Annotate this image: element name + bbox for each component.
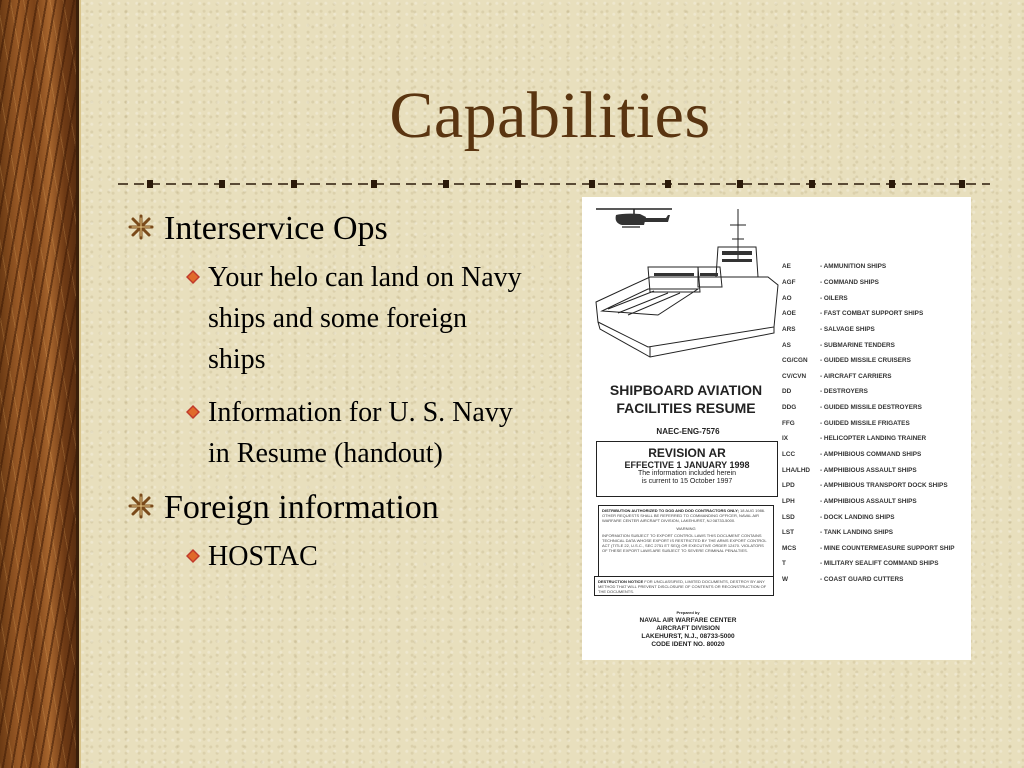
revision-label: REVISION AR [648, 446, 726, 460]
ship-code-desc: - SALVAGE SHIPS [820, 325, 875, 333]
ship-code-abbr: LCC [782, 451, 796, 458]
ship-code-desc: - GUIDED MISSILE CRUISERS [820, 357, 911, 365]
starburst-bullet-icon [128, 493, 154, 519]
ship-code-abbr: ARS [782, 325, 796, 333]
ship-code-row [782, 431, 971, 447]
ship-code-abbr: AOE [782, 310, 796, 318]
ship-code-desc: - GUIDED MISSILE DESTROYERS [820, 404, 922, 412]
ship-code-desc: - AMMUNITION SHIPS [820, 263, 887, 271]
destruction-heading: DESTRUCTION NOTICE [598, 579, 644, 584]
ship-code-desc: - AMPHIBIOUS COMMAND SHIPS [820, 451, 922, 458]
decorative-rule [118, 177, 990, 191]
ship-code-row [782, 462, 971, 478]
ship-code-row [782, 447, 971, 463]
ship-code-row [782, 290, 971, 306]
document-title [600, 381, 772, 417]
ship-illustration [588, 207, 782, 377]
ship-code-abbr: LST [782, 529, 795, 537]
ship-code-row [782, 415, 971, 431]
prepared-by-line: AIRCRAFT DIVISION [656, 625, 720, 632]
ship-code-abbr: LSD [782, 513, 795, 521]
sub-bullet-text: Your helo can land on Navy ships and some foreign ships [208, 262, 522, 375]
sidebar-shine [79, 0, 81, 768]
ship-code-row [782, 541, 971, 557]
ship-code-row [782, 259, 971, 275]
sub-bullet-list [128, 536, 568, 577]
distribution-heading: DISTRIBUTION AUTHORIZED TO DOD AND DOD CONTRACTORS ONLY; [602, 508, 739, 513]
sub-bullet-resume [186, 392, 526, 474]
prepared-by-line: NAVAL AIR WARFARE CENTER [639, 617, 737, 624]
ship-code-row [782, 322, 971, 338]
ship-code-desc: - OILERS [820, 294, 848, 302]
revision-note-line: The information included herein [637, 470, 737, 477]
ship-code-abbr: CV/CVN [782, 372, 807, 380]
prepared-by-label: Prepared by [676, 610, 700, 615]
ship-code-desc: - FAST COMBAT SUPPORT SHIPS [820, 310, 924, 318]
ship-code-list [782, 259, 971, 587]
ship-code-abbr: AE [782, 263, 791, 271]
ship-code-abbr: AS [782, 341, 791, 349]
sub-bullet-helo [186, 257, 526, 380]
revision-box [596, 441, 778, 497]
ship-code-desc: - MINE COUNTERMEASURE SUPPORT SHIP [820, 544, 955, 552]
sub-bullet-hostac [186, 536, 526, 577]
ship-code-desc: - COAST GUARD CUTTERS [820, 576, 904, 584]
ship-code-abbr: AO [782, 294, 792, 302]
ship-code-abbr: DD [782, 388, 792, 396]
diamond-bullet-icon [186, 270, 200, 284]
document-code: NAEC-ENG-7576 [656, 427, 720, 436]
warning-heading: WARNING [676, 526, 696, 531]
ship-code-row [782, 494, 971, 510]
ship-code-row [782, 572, 971, 588]
ship-code-desc: - HELICOPTER LANDING TRAINER [820, 435, 927, 443]
sub-bullet-text: Information for U. S. Navy in Resume (handout) [208, 397, 513, 469]
ship-code-row [782, 384, 971, 400]
ship-code-row [782, 337, 971, 353]
ship-code-abbr: T [782, 560, 786, 568]
ship-code-desc: - SUBMARINE TENDERS [820, 341, 895, 349]
ship-code-desc: - MILITARY SEALIFT COMMAND SHIPS [820, 560, 939, 568]
prepared-by-block [602, 609, 774, 649]
ship-code-abbr: MCS [782, 544, 797, 552]
slide-title: Capabilities [389, 79, 711, 152]
destruction-text: FOR UNCLASSIFIED, LIMITED DOCUMENTS, DESTROY BY ANY METHOD THAT WILL PREVENT DISCLOSURE OF CONTENTS OR RECONSTRUCTION OF THE DOCUMENTS. [598, 579, 767, 594]
ship-code-desc: - DESTROYERS [820, 388, 868, 396]
ship-code-desc: - AMPHIBIOUS TRANSPORT DOCK SHIPS [820, 482, 948, 490]
ship-code-row [782, 353, 971, 369]
ship-code-abbr: LPH [782, 497, 795, 505]
effective-date: EFFECTIVE 1 JANUARY 1998 [624, 460, 750, 470]
bullet-interservice [128, 207, 568, 474]
ship-code-desc: - GUIDED MISSILE FRIGATES [820, 419, 910, 427]
diamond-bullet-icon [186, 549, 200, 563]
ship-code-abbr: CG/CGN [782, 357, 808, 365]
ship-code-abbr: FFG [782, 419, 795, 427]
ship-code-row [782, 400, 971, 416]
ship-code-row [782, 556, 971, 572]
wood-sidebar [0, 0, 76, 768]
ship-code-row [782, 368, 971, 384]
destruction-notice [595, 577, 773, 596]
ship-code-desc: - AMPHIBIOUS ASSAULT SHIPS [820, 466, 917, 474]
ship-code-abbr: W [782, 576, 789, 584]
ship-code-abbr: DDG [782, 404, 797, 412]
ship-code-desc: - TANK LANDING SHIPS [820, 529, 894, 537]
sub-bullet-text: HOSTAC [208, 541, 318, 572]
destruction-notice-box [594, 576, 774, 596]
ship-code-row [782, 306, 971, 322]
diamond-bullet-icon [186, 405, 200, 419]
ship-code-row [782, 275, 971, 291]
bullet-text: Interservice Ops [164, 210, 388, 247]
ship-code-abbr: AGF [782, 278, 796, 286]
distribution-text: 18 AUG 1986. OTHER REQUESTS SHALL BE REFERRED TO COMMANDING OFFICER, NAVAL AIR WARFARE CENTER AIRCRAFT DIVISION, LAKEHURST, NJ 08733-5000. [602, 508, 766, 523]
resume-document-image [582, 197, 971, 660]
sub-bullet-list [128, 257, 568, 474]
ship-code-row [782, 478, 971, 494]
prepared-by-line: LAKEHURST, N.J., 08733-5000 [641, 633, 735, 640]
bullet-text: Foreign information [164, 489, 439, 526]
ship-code-desc: - AIRCRAFT CARRIERS [820, 372, 892, 380]
ship-code-abbr: LPD [782, 482, 795, 490]
warning-text: INFORMATION SUBJECT TO EXPORT CONTROL LAWS THIS DOCUMENT CONTAINS TECHNICAL DATA WHOSE EXPORT IS RESTRICTED BY THE ARMS EXPORT CONTROL ACT (TITLE 22, U.S.C., SEC 2751 ET SEQ) OR EXECUTIVE ORDER 12470. VIOLATORS OF THESE EXPORT LAWS ARE SUBJECT TO SEVERE CRIMINAL PENALTIES. [602, 533, 767, 553]
revision-note-line: is current to 15 October 1997 [641, 478, 733, 485]
ship-code-abbr: LHA/LHD [782, 466, 811, 474]
distribution-statement [599, 506, 773, 525]
ship-code-row [782, 509, 971, 525]
document-title-line: FACILITIES RESUME [616, 400, 756, 416]
ship-code-desc: - DOCK LANDING SHIPS [820, 513, 895, 521]
starburst-bullet-icon [128, 214, 154, 240]
bullet-list [128, 207, 568, 577]
document-title-line: SHIPBOARD AVIATION [609, 382, 763, 398]
ship-code-row [782, 525, 971, 541]
bullet-foreign [128, 486, 568, 577]
prepared-by-line: CODE IDENT NO. 80020 [651, 641, 725, 648]
ship-code-desc: - COMMAND SHIPS [820, 278, 879, 286]
ship-code-abbr: IX [782, 435, 789, 443]
ship-code-desc: - AMPHIBIOUS ASSAULT SHIPS [820, 497, 917, 505]
